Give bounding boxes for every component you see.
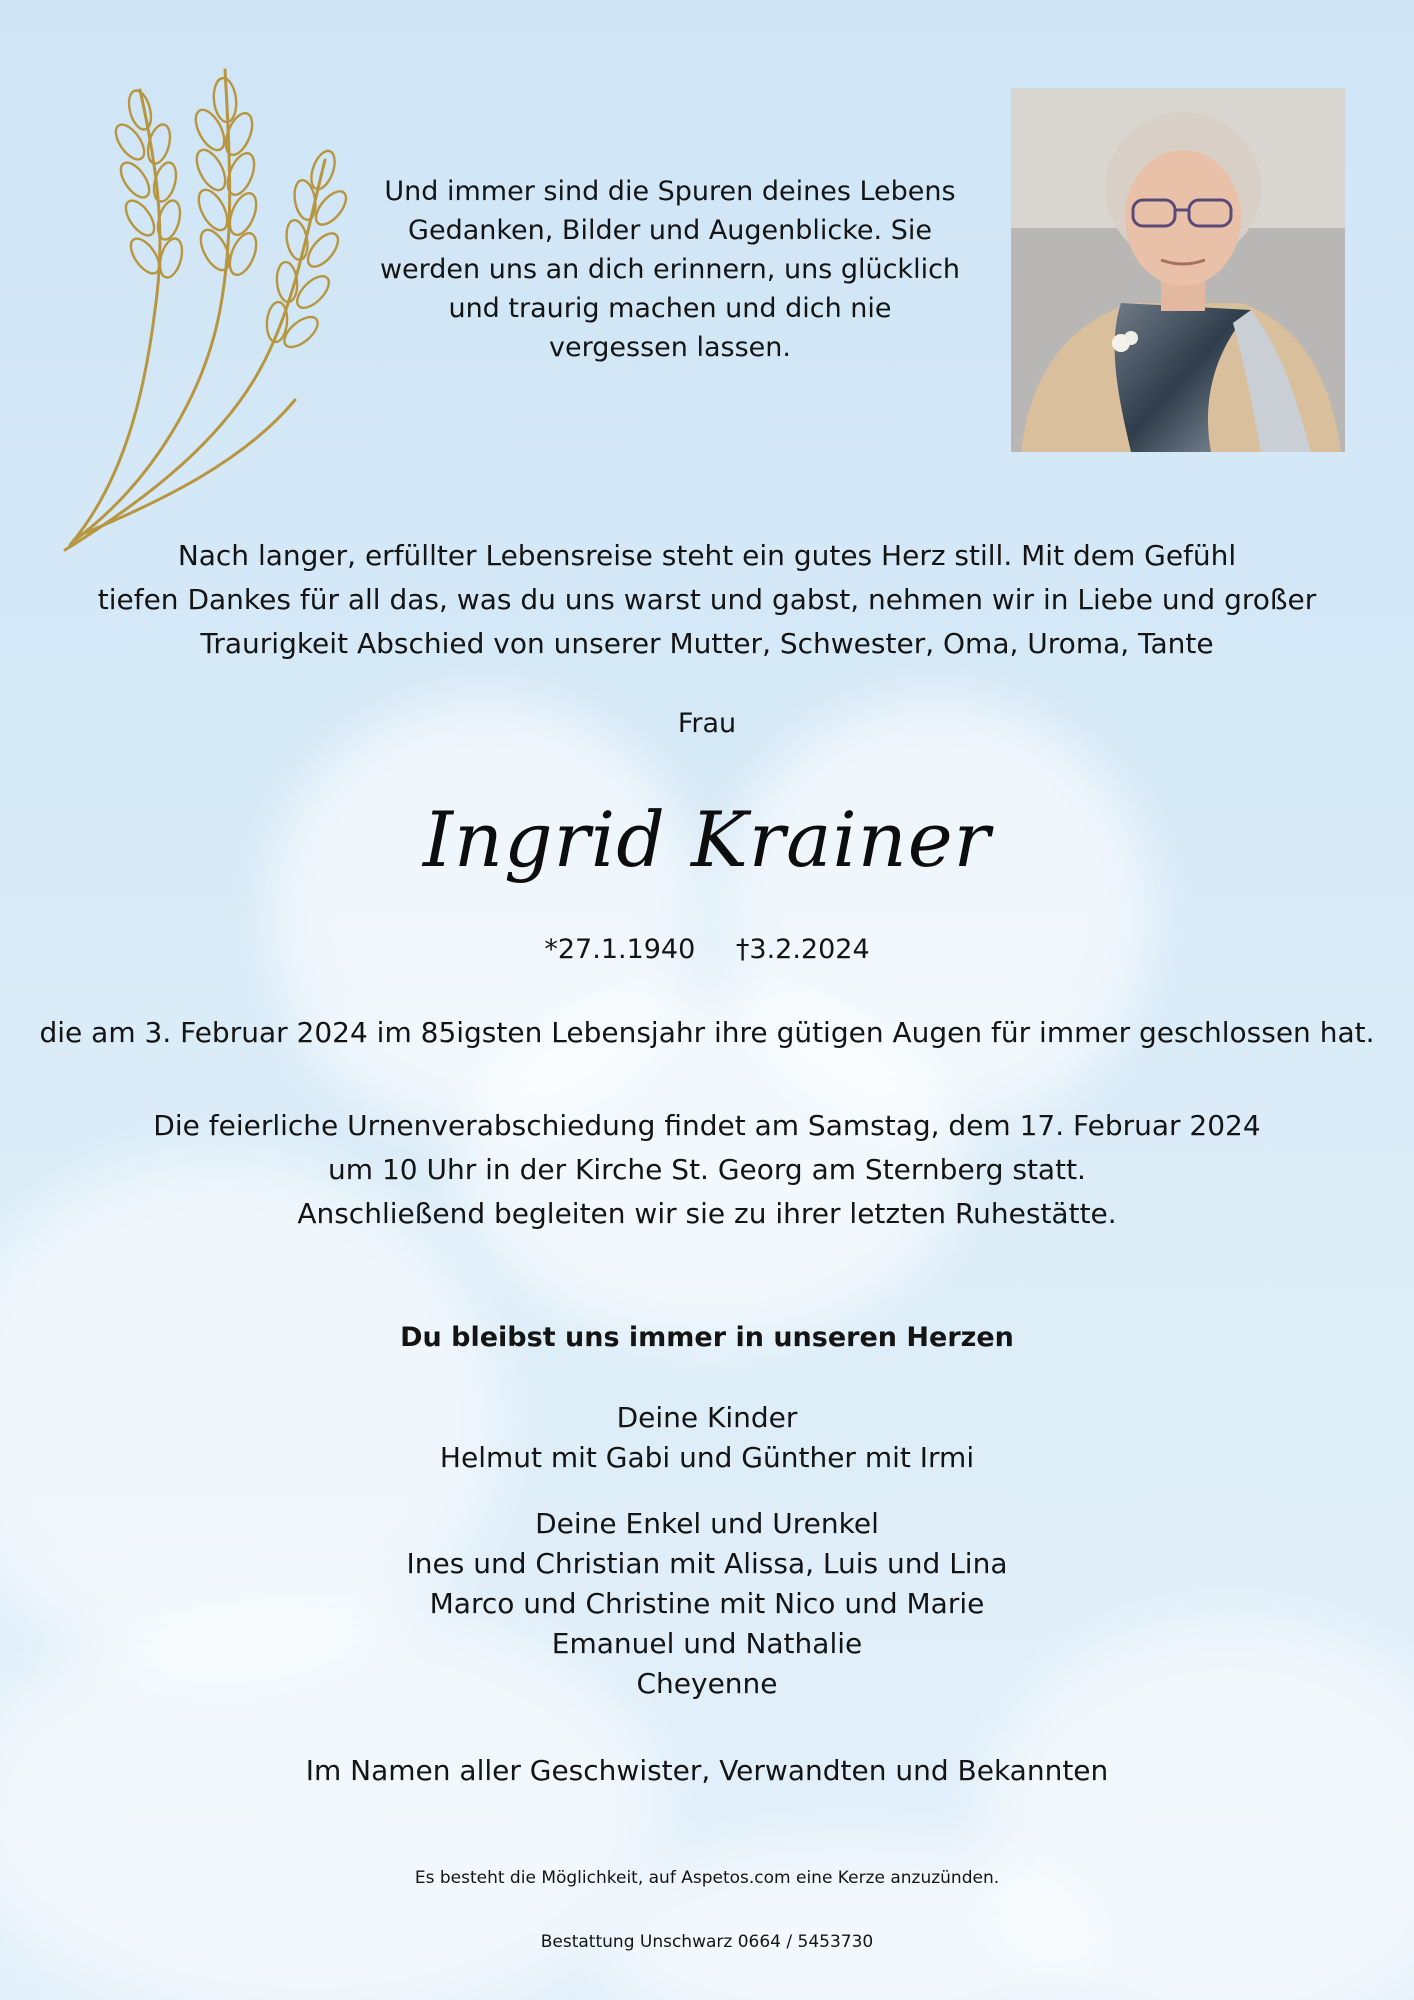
intro-line: Nach langer, erfüllter Lebensreise steht ein gutes Herz still. Mit dem Gefühl xyxy=(177,539,1237,572)
ceremony-line: um 10 Uhr in der Kirche St. Georg am Sternberg statt. xyxy=(328,1153,1086,1186)
spacer xyxy=(0,1478,1414,1504)
grandchildren-title: Deine Enkel und Urenkel xyxy=(535,1507,879,1540)
opening-quote xyxy=(370,172,970,367)
grandchildren-line: Emanuel und Nathalie xyxy=(551,1627,863,1660)
grandchildren-line: Ines und Christian mit Alissa, Luis und Lina xyxy=(406,1547,1008,1580)
candle-note: Es besteht die Möglichkeit, auf Aspetos.com eine Kerze anzuzünden. xyxy=(414,1868,1000,1888)
wheat-ornament-icon xyxy=(55,60,355,560)
quote-line: Gedanken, Bilder und Augenblicke. Sie xyxy=(408,215,932,246)
grandchildren-line: Cheyenne xyxy=(636,1667,778,1700)
intro-line: Traurigkeit Abschied von unserer Mutter, Schwester, Oma, Uroma, Tante xyxy=(200,627,1214,660)
deceased-name: Ingrid Krainer xyxy=(422,795,992,884)
closing-line: Im Namen aller Geschwister, Verwandten und Bekannten xyxy=(305,1754,1109,1787)
birth-date: *27.1.1940 xyxy=(544,934,696,965)
ceremony-line: Anschließend begleiten wir sie zu ihrer letzten Ruhestätte. xyxy=(297,1197,1117,1230)
motto: Du bleibst uns immer in unseren Herzen xyxy=(400,1322,1014,1353)
children-title: Deine Kinder xyxy=(616,1401,798,1434)
mourners-list xyxy=(0,1398,1414,1704)
intro-paragraph xyxy=(0,534,1414,666)
grandchildren-line: Marco und Christine mit Nico und Marie xyxy=(429,1587,985,1620)
children-names: Helmut mit Gabi und Günther mit Irmi xyxy=(439,1441,975,1474)
ceremony-details xyxy=(0,1104,1414,1236)
intro-line: tiefen Dankes für all das, was du uns warst und gabst, nehmen wir in Liebe und großer xyxy=(97,583,1317,616)
salutation: Frau xyxy=(677,708,737,739)
quote-line: vergessen lassen. xyxy=(549,332,791,363)
ceremony-line: Die feierliche Urnenverabschiedung findet am Samstag, dem 17. Februar 2024 xyxy=(153,1109,1261,1142)
quote-line: und traurig machen und dich nie xyxy=(448,293,892,324)
undertaker-contact: Bestattung Unschwarz 0664 / 5453730 xyxy=(540,1932,874,1952)
life-dates xyxy=(0,934,1414,965)
quote-line: werden uns an dich erinnern, uns glücklich xyxy=(379,254,961,285)
death-date: †3.2.2024 xyxy=(735,934,870,965)
quote-line: Und immer sind die Spuren deines Lebens xyxy=(384,176,956,207)
portrait-photo xyxy=(1011,88,1345,452)
passing-statement: die am 3. Februar 2024 im 85igsten Lebensjahr ihre gütigen Augen für immer geschlossen hat. xyxy=(39,1016,1375,1049)
